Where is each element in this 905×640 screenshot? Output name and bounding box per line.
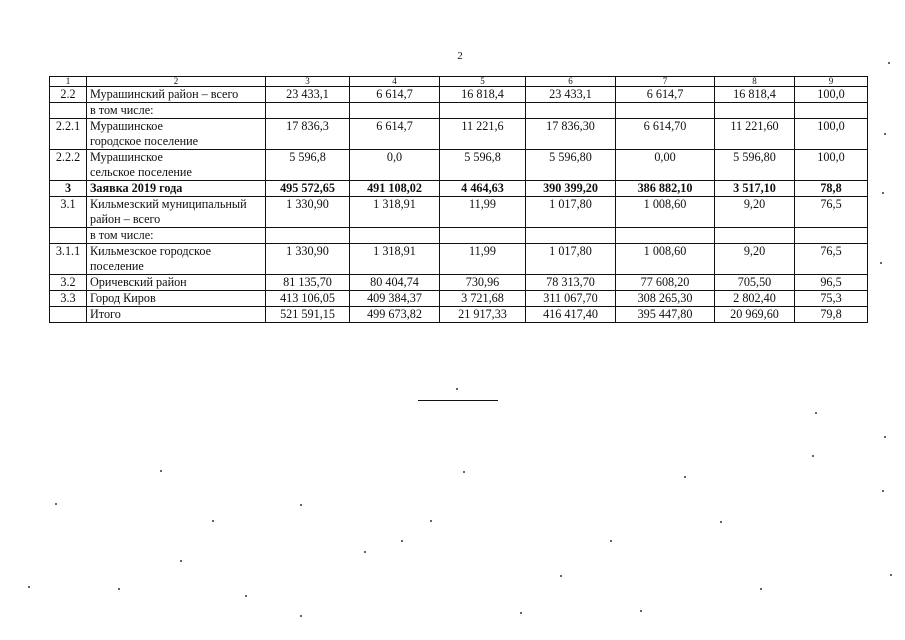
- value-cell: 6 614,7: [350, 119, 440, 150]
- value-cell: [795, 228, 868, 244]
- value-cell: 80 404,74: [350, 275, 440, 291]
- value-cell: 78 313,70: [526, 275, 616, 291]
- column-number: 8: [715, 77, 795, 87]
- scan-speck: [28, 586, 30, 588]
- value-cell: 409 384,37: [350, 291, 440, 307]
- value-cell: [616, 103, 715, 119]
- scan-speck: [520, 612, 522, 614]
- row-name-line: Город Киров: [90, 291, 156, 305]
- scan-speck: [640, 610, 642, 612]
- row-code: 3.2: [50, 275, 87, 291]
- value-cell: 1 330,90: [266, 244, 350, 275]
- table-row: [50, 228, 868, 244]
- row-name-line: район – всего: [90, 212, 161, 226]
- closing-rule: [418, 400, 498, 401]
- row-code: 2.2: [50, 87, 87, 103]
- value-cell: 6 614,7: [350, 87, 440, 103]
- page-number: 2: [457, 50, 463, 62]
- value-cell: 499 673,82: [350, 307, 440, 323]
- value-cell: [526, 103, 616, 119]
- scan-speck: [55, 503, 57, 505]
- value-cell: 495 572,65: [266, 181, 350, 197]
- value-cell: 386 882,10: [616, 181, 715, 197]
- data-table: [49, 76, 868, 323]
- value-cell: 308 265,30: [616, 291, 715, 307]
- value-cell: 6 614,7: [616, 87, 715, 103]
- value-cell: 96,5: [795, 275, 868, 291]
- row-name-line: городское поселение: [90, 134, 199, 148]
- scan-speck: [118, 588, 120, 590]
- value-cell: 1 318,91: [350, 197, 440, 228]
- scan-speck: [245, 595, 247, 597]
- value-cell: 395 447,80: [616, 307, 715, 323]
- value-cell: 1 008,60: [616, 244, 715, 275]
- row-name-line: Кильмезский муниципальный: [90, 197, 247, 211]
- row-name: [87, 244, 266, 275]
- scan-speck: [160, 470, 162, 472]
- table-row: [50, 291, 868, 307]
- scan-speck: [456, 388, 458, 390]
- value-cell: 17 836,3: [266, 119, 350, 150]
- value-cell: [350, 103, 440, 119]
- scan-speck: [880, 262, 882, 264]
- row-name-line: поселение: [90, 259, 144, 273]
- value-cell: [616, 228, 715, 244]
- scan-speck: [882, 192, 884, 194]
- row-code: 3: [50, 181, 87, 197]
- column-number: 2: [87, 77, 266, 87]
- row-name-line: Заявка 2019 года: [90, 181, 183, 195]
- scan-speck: [684, 476, 686, 478]
- scan-speck: [890, 574, 892, 576]
- row-name: [87, 87, 266, 103]
- scan-speck: [401, 540, 403, 542]
- value-cell: [350, 228, 440, 244]
- value-cell: 77 608,20: [616, 275, 715, 291]
- value-cell: [266, 228, 350, 244]
- row-name-line: Мурашинское: [90, 150, 163, 164]
- value-cell: 1 017,80: [526, 197, 616, 228]
- table-row: [50, 275, 868, 291]
- scan-speck: [815, 412, 817, 414]
- value-cell: 17 836,30: [526, 119, 616, 150]
- scan-speck: [884, 133, 886, 135]
- row-code: 3.3: [50, 291, 87, 307]
- row-name-line: Мурашинский район – всего: [90, 87, 239, 101]
- value-cell: 16 818,4: [440, 87, 526, 103]
- column-number: 1: [50, 77, 87, 87]
- value-cell: 311 067,70: [526, 291, 616, 307]
- value-cell: 11 221,6: [440, 119, 526, 150]
- scan-speck: [610, 540, 612, 542]
- column-number: 4: [350, 77, 440, 87]
- column-number: 7: [616, 77, 715, 87]
- row-name: [87, 103, 266, 119]
- value-cell: 11,99: [440, 197, 526, 228]
- value-cell: 413 106,05: [266, 291, 350, 307]
- value-cell: 0,00: [616, 150, 715, 181]
- value-cell: 76,5: [795, 244, 868, 275]
- row-code: 3.1.1: [50, 244, 87, 275]
- row-name: [87, 307, 266, 323]
- column-number: 6: [526, 77, 616, 87]
- row-code: 3.1: [50, 197, 87, 228]
- value-cell: 23 433,1: [526, 87, 616, 103]
- row-name-line: Мурашинское: [90, 119, 163, 133]
- row-name: [87, 150, 266, 181]
- value-cell: [440, 228, 526, 244]
- row-name-line: Кильмезское городское: [90, 244, 211, 258]
- value-cell: 1 330,90: [266, 197, 350, 228]
- value-cell: 5 596,80: [526, 150, 616, 181]
- value-cell: 390 399,20: [526, 181, 616, 197]
- scan-speck: [760, 588, 762, 590]
- column-number-row: [50, 77, 868, 87]
- scan-speck: [300, 615, 302, 617]
- value-cell: 521 591,15: [266, 307, 350, 323]
- value-cell: 9,20: [715, 197, 795, 228]
- table-row: [50, 307, 868, 323]
- scan-speck: [888, 62, 890, 64]
- row-code: [50, 103, 87, 119]
- value-cell: 1 318,91: [350, 244, 440, 275]
- value-cell: 100,0: [795, 119, 868, 150]
- row-name: [87, 119, 266, 150]
- table-row: [50, 103, 868, 119]
- value-cell: [526, 228, 616, 244]
- row-name-line: в том числе:: [90, 228, 154, 242]
- value-cell: 100,0: [795, 150, 868, 181]
- value-cell: 11 221,60: [715, 119, 795, 150]
- value-cell: 491 108,02: [350, 181, 440, 197]
- value-cell: 416 417,40: [526, 307, 616, 323]
- row-code: 2.2.2: [50, 150, 87, 181]
- value-cell: 3 517,10: [715, 181, 795, 197]
- scan-speck: [560, 575, 562, 577]
- table-row: [50, 119, 868, 150]
- value-cell: 5 596,8: [266, 150, 350, 181]
- value-cell: 20 969,60: [715, 307, 795, 323]
- value-cell: 9,20: [715, 244, 795, 275]
- scan-speck: [882, 490, 884, 492]
- table-row: [50, 87, 868, 103]
- scan-speck: [364, 551, 366, 553]
- value-cell: 705,50: [715, 275, 795, 291]
- column-number: 3: [266, 77, 350, 87]
- value-cell: [715, 228, 795, 244]
- value-cell: 78,8: [795, 181, 868, 197]
- column-number: 5: [440, 77, 526, 87]
- value-cell: 1 017,80: [526, 244, 616, 275]
- scan-speck: [300, 504, 302, 506]
- value-cell: 21 917,33: [440, 307, 526, 323]
- table-row: [50, 181, 868, 197]
- value-cell: [715, 103, 795, 119]
- row-name: [87, 275, 266, 291]
- value-cell: 100,0: [795, 87, 868, 103]
- row-name-line: Итого: [90, 307, 121, 321]
- scan-speck: [430, 520, 432, 522]
- row-code: [50, 228, 87, 244]
- value-cell: 3 721,68: [440, 291, 526, 307]
- scan-speck: [812, 455, 814, 457]
- scan-speck: [212, 520, 214, 522]
- value-cell: [440, 103, 526, 119]
- value-cell: 16 818,4: [715, 87, 795, 103]
- value-cell: 730,96: [440, 275, 526, 291]
- scan-speck: [463, 471, 465, 473]
- row-name: [87, 291, 266, 307]
- value-cell: 81 135,70: [266, 275, 350, 291]
- row-name-line: Оричевский район: [90, 275, 187, 289]
- row-name-line: сельское поселение: [90, 165, 192, 179]
- value-cell: 5 596,8: [440, 150, 526, 181]
- value-cell: 76,5: [795, 197, 868, 228]
- row-name: [87, 181, 266, 197]
- value-cell: 5 596,80: [715, 150, 795, 181]
- row-code: 2.2.1: [50, 119, 87, 150]
- table-body: [50, 77, 868, 323]
- table-row: [50, 197, 868, 228]
- value-cell: 23 433,1: [266, 87, 350, 103]
- value-cell: 11,99: [440, 244, 526, 275]
- row-name: [87, 228, 266, 244]
- value-cell: 2 802,40: [715, 291, 795, 307]
- table-row: [50, 244, 868, 275]
- row-name-line: в том числе:: [90, 103, 154, 117]
- column-number: 9: [795, 77, 868, 87]
- value-cell: [266, 103, 350, 119]
- value-cell: 79,8: [795, 307, 868, 323]
- table-row: [50, 150, 868, 181]
- value-cell: 0,0: [350, 150, 440, 181]
- value-cell: [795, 103, 868, 119]
- scan-speck: [884, 436, 886, 438]
- scan-speck: [180, 560, 182, 562]
- value-cell: 6 614,70: [616, 119, 715, 150]
- row-code: [50, 307, 87, 323]
- row-name: [87, 197, 266, 228]
- scan-speck: [720, 521, 722, 523]
- value-cell: 4 464,63: [440, 181, 526, 197]
- value-cell: 1 008,60: [616, 197, 715, 228]
- value-cell: 75,3: [795, 291, 868, 307]
